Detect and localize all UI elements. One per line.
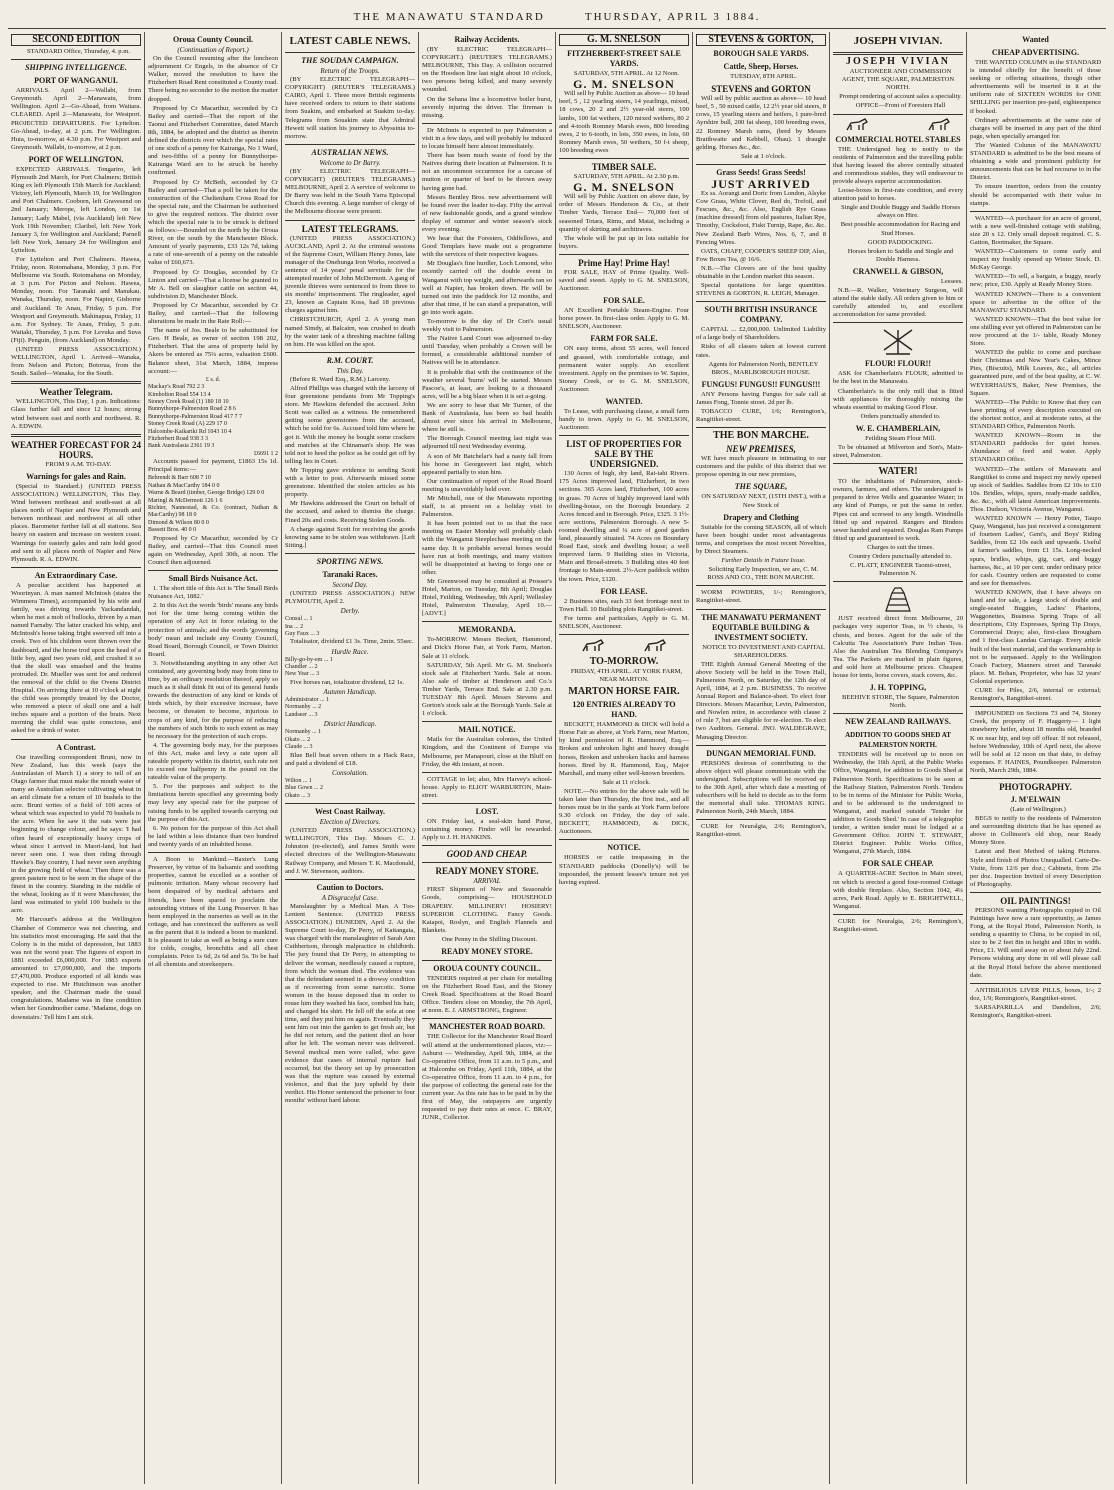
- subheading: Welcome to Dr Barry.: [319, 158, 381, 167]
- table-row: Wilton ... 1: [285, 777, 312, 784]
- text: JUST received direct from Melbourne, 20 packages very superior Teas, in ½ chests, ¼ chests, and boxes. Agent for the sale of the Calcutta Tea Association's Pure Indian Teas. Also the Australian Tea Blending Company's Tea. The Packets are marked in plain figures, and sold here at Melbourne prices. Cheapest house for tents, horse covers, stack covers, &c.: [833, 615, 963, 679]
- masthead: [8, 6, 1106, 29]
- text: AUCTIONEER AND COMMISSION AGENT, THE SQUARE, PALMERSTON NORTH.: [841, 68, 955, 92]
- text: Manslaughter by a Medical Man. A Too-Lenient Sentence. (UNITED PRESS ASSOCIATION.) DUNEDIN, April 2. At the Supreme Court to-day, Dr Perry, of Kaitangata, was charged with the manslaughter of Sarah Ann Cuthbertson, through malpractice in childbirth. The jury found that Dr Perry, in attempting to deliver the woman, needlessly caused a rupture, from which the woman died. The evidence was that the defendant seemed in a drowsy condition as if recovering from some narcotic. Some women in the house deposed that in order to rouse him they washed his face, combed his hair, and changed his shirt. He fell off the sofa at one time, and they put him on again. Eventually they sent him out into the garden to get fresh air, but he did not return, and the patient died an hour after he left. The woman never was delivered. Several medical men were called, who gave evidence that cases of internal rupture had occurred, but the theory set up by prosecution was that the rupture was caused by external violence, and that the jury upheld by their verdict. His Honor sentenced the prisoner to four months' without hard labour.: [285, 902, 415, 1105]
- heading: MANCHESTER ROAD BOARD.: [429, 1022, 545, 1032]
- heading: GOOD AND CHEAP.: [446, 849, 528, 860]
- heading: An Extraordinary Case.: [34, 570, 118, 580]
- heading: JUST ARRIVED: [711, 176, 811, 191]
- text: Messrs Bentley Bros. new advertisement will be found over the leader to-day. Fifty the arrival of new fashionable goods, and a grand window display of summer and winter season's stock every evening.: [422, 193, 552, 233]
- text: C. PLATT, ENGINEER Taonui-street, Palmerston N.: [849, 562, 952, 578]
- text: WANTED KNOWN, that I have always on hand and for sale, a large stock of double and single-seated Buggies, Ladies' Phaetons, Waggonettes, Business Spring Traps of all descriptions, City Expresses, Spring Tip Drays, Commercial Drays; also, first-class Brougham and 1 first-class Landau Carriage. Every article built of the best material, and the workmanship is not to be surpassed. Apply to the Wellington Coach Factory, Manners street and Taranaki place. M. Bohan, Proprietor, who has 32 years' Colonial experience.: [970, 588, 1101, 685]
- text: CAPITAL ... £2,000,000. Unlimited Liability of a large body of Shareholders.: [696, 326, 826, 342]
- masthead-date: THURSDAY, APRIL 3 1884.: [584, 11, 761, 23]
- table-row: Normanby ... 1: [285, 729, 322, 736]
- text: Will sell by public auction as above— 10 head beef, 5 , 50 mixed cattle, 12 2½ year old steers, 8 cows, 15 yearling steers and heifers, 1 pure-bred Ayrshire bull, 200 fat sheep, 100 breeding ewes, 22 Romney Marsh rams, (bred by Messrs Braithwaite and Kebbell, Ohau). 1 draught gelding. Horses &c., &c.: [696, 95, 826, 151]
- text: The name of Jos. Beale to be substituted for Geo. H Beale, as owner of section 198 202, Fitzherbert. That the area of property held by Akers be entered as 75¼ acres, valuation £600. Balance sheet, 31st March, 1884, impress account:—: [148, 327, 278, 375]
- column-7: [830, 32, 967, 1484]
- text: 2. In this Act the words 'birds' means any birds not for the time being coming within the operation of any Act in force relating to the protection of animals; and the words 'governing body' mean and include any County Council, Road Board, Borough Council, or Town District Board.: [148, 602, 278, 658]
- table-row: Maringl & McDermott 126 1 6: [148, 497, 223, 504]
- heading: J. M'ELWAIN: [1010, 794, 1061, 804]
- text: OATS, CHAFF, COOPER'S SHEEP DIP, Also, Fow Boxes Tea, @ 16/6.: [696, 247, 826, 263]
- text: Will sell by Public Auction as above— 10 head beef, 5 , 12 yearling steers, 14 yearlings, mixed, 18 cows, 20 2 and 2½ year-old steers, 100 lambs, 100 fat wethers, 120 mixed wethers, 80 2 and 4-tooth Romney Marsh ewes, 800 breeding ewes, 2 to 6-tooth, in lots, 350 ewes, in lots, 60 Romney Marsh ewes, 50 wethers, 50 f-t sheep, 100 breeding ewes: [559, 90, 689, 154]
- text: For terms and particulars, Apply to G. M. SNELSON, Auctioneer.: [559, 614, 689, 630]
- text: Orders punctually attended to.: [860, 412, 941, 420]
- heading: READY MONEY STORE.: [435, 866, 539, 877]
- subheading: A Disgraceful Case.: [321, 893, 379, 902]
- heading: PORT OF WANGANUI.: [34, 76, 118, 86]
- heading: WANTED.: [605, 397, 643, 406]
- heading: SPORTING NEWS.: [316, 556, 384, 566]
- text: PERSONS desirous of contributing to the above object will please communicate with the undersigned. Subscriptions will be received up to the 30th April, after which date a meeting of subscribers will be held to decide as to the form the memorial shall take. THOMAS KING. Palmerston North, 24th March, 1884.: [696, 759, 826, 816]
- heading: MARTON HORSE FAIR.: [568, 686, 680, 698]
- text: CURE for Neuralgia, 2/6; Remington's, Rangitikei-street.: [696, 823, 826, 839]
- table-row: Blue Gown ... 2: [285, 785, 323, 792]
- text: (Special to Standard.) (UNITED PRESS ASSOCIATION.) WELLINGTON, This Day. Wind between northeast and south-east at all places north of Napier and New Plymouth and between northeast and northwest at all other places. Barometer further fall at all stations. Sea heavy on eastern and increase on western coast. Warnings for easterly gales and rain hold good and sent to all places north of Napier and New Plymouth. R. A. EDWIN.: [11, 482, 141, 563]
- text: NOTE.—No entries for the above sale will be taken later than Thursday, the first inst., and all horses must be in the yards at York Farm before 9.30 o'clock on Friday, the day of sale. BECKETT, HAMMOND, & DICK, Auctioneers.: [559, 787, 689, 836]
- heading: W. E. CHAMBERLAIN,: [855, 423, 941, 433]
- horse-icon: [843, 118, 953, 132]
- heading: Small Birds Nuisance Act.: [168, 574, 258, 584]
- text: COTTAGE to let; also, Mrs Harvey's school-house. Apply to ELIOT WARBURTON, Main-street.: [422, 775, 552, 799]
- text: THE Undersigned beg to notify to the residents of Palmerston and the travelling public that having leased the above centrally situated and commodious stables, they will endeavour to provide always superior accommodation.: [833, 145, 963, 185]
- table-row: Nathan & MacCarthy 184 0 0: [148, 482, 220, 489]
- section-title: G. M. SNELSON: [559, 34, 689, 46]
- text: IMPOUNDED on Sections 73 and 74, Stoney Creek, the property of F. Haggerty— 1 light strawberry heifer, about 18 months old, branded K on near hip, and top off offear. If not released, before Wednesday, 10th of April next, the above will be sold at 12 noon on that date, to defray expenses. F. HAINES, Poundkeeper. Palmerston North, March 29th, 1884.: [970, 710, 1101, 774]
- text: To-morrow is the day of Dr Cori's usual weekly visit to Palmerston.: [422, 318, 552, 334]
- text: SATURDAY, 5th April. Mr G. M. Snelson's stock sale at Fitzherbert Yards. Sale at noon. Also sale of timber at Henderson and Co.'s Timber Yards, Terrace End. Sale at 2.30 p.m. TUESDAY 8th April. Messrs Stevens and Gorton's stock sale at the Borough Yards. Sale at 1 o'clock.: [422, 661, 552, 718]
- column-1: [8, 32, 145, 1484]
- text: ASK for Chamberlain's FLOUR, admitted to be the best in the Manawatu.: [833, 370, 963, 386]
- heading: CHEAP ADVERTISING.: [991, 48, 1080, 57]
- auctioneer-name: STEVENS and GORTON: [711, 84, 811, 95]
- text: Mr Greenwood may be consulted at Prosser's Hotel, Marton, on Tuesday, 8th April; Douglas Hotel, Feilding, Wednesday, 9th April; Wellesley Hotel, Palmerston Thursday, April 10.—[ADVT.]: [422, 577, 552, 618]
- column-3: [282, 32, 419, 1484]
- heading: PHOTOGRAPHY.: [999, 781, 1072, 792]
- table-row: Richter, Nannestad, & Co. (contract, Nathan & MacCarthy) 98 18 0: [148, 505, 278, 519]
- column-6: [693, 32, 830, 1484]
- text: NOTICE TO INVESTMENT AND CAPITAL SHAREHOLDERS.: [702, 643, 825, 659]
- section-title: JOSEPH VIVIAN.: [853, 35, 943, 47]
- heading: J. H. TOPPING,: [869, 683, 927, 693]
- text: Special quotations for large quantities. STEVENS & GORTON, R. LEIGH, Manager.: [696, 282, 826, 298]
- table-row: Landseer ... 3: [285, 711, 318, 718]
- text: Our travelling correspondent Bruni, now in New Zealand, has this week (says the Australasian of March 1) a story to tell of an Otago farmer that must make the mouth water of many an Australian selector cultivating wheat in an arid climate for a return of 10 bushels to the acre. Bruni writes of a field of 100 acres of wheat which was expected to yield 70 bushels to the acre. When he saw it the oats were just beginning to change colour, and he says: 'I had often heard of exceptionally heavy crops of wheat since I arrived in Maori-land, but had never seen one. I was then riding through Hawke's Bay country, I had never seen anything in the growing field of wheat.' Then there was a green pasture next to be seen in the shape of the finest in the country. Standing in the middle of the wheat, looking as if it were Manchester, the land was estimated to yield 100 bushels to the acre.: [11, 753, 141, 915]
- text: We hear that the Foresters, Oddfellows, and Good Templars have made out a programme with the services of their respective leagues.: [422, 235, 552, 259]
- text: WE have much pleasure in intimating to our customers and the public of this district that we propose opening in our new premises,: [696, 455, 826, 479]
- text: ANY Persons having Fungus for sale call at James Fong, Tonnie street. 2d per lb.: [696, 390, 826, 406]
- text: A son of Mr Batchelar's had a nasty fall from his horse in Georgesvert last night, which appeared partially to stun him.: [422, 452, 552, 476]
- text: For Lyttelton and Port Chalmers. Hawea, Friday, noon. Rotomahana, Monday, 3 p.m. For Melbourne via South. Rotomahana on Monday, at 3 p.m. For Picton and Nelson. Hawea, Monday, noon. For Taranaki and Manukau. Wanaka, Thursday, noon. For Napier, Gisborne and Auckland. Te Anau, Friday, 5 p.m. For Westport and Greymouth. Mahinapua, Friday, 11 a.m. For Sydney. Te Anau, Friday, 5 p.m. Waitaki, Thursday, 5 p.m. For Levuka and Suva (Fiji). Penguin, (from Auckland) on Monday.: [11, 255, 141, 344]
- text: (Before R. Ward Esq., R.M.) Larceny.: [290, 375, 391, 383]
- text: (UNITED PRESS ASSOCIATION.) WELLINGTON, April 1. Arrived—Wanaka, from Nelson and Picton; Botorua, from the South. Sailed—Wanaka, for the South.: [11, 346, 141, 378]
- text: CHRISTCHURCH, April 2. A young man named Simdy, at Balcairn, was crushed to death by the water tank of a threshing machine falling on him. He was killed on the spot.: [285, 316, 415, 348]
- text: WANTED KNOWN—There is a convenient space to advertise in the office of the MANAWATU STANDARD.: [970, 290, 1101, 314]
- text: WANTED KNOWN—That the best value for one shilling ever yet offered in Palmerston can be now procured at the 1/- table, Ready Money Store.: [970, 315, 1101, 348]
- heading: Prime Hay! Prime Hay!: [578, 257, 670, 268]
- text: There has been much waste of food by the Natives during their location at Palmerston. It is not an uncommon occurrence for a carcase of mutton or quarter of beef to be thrown away having gone bad.: [422, 152, 552, 192]
- column-5: [556, 32, 693, 1484]
- heading: FLOUR! FLOUR!!: [865, 359, 931, 369]
- section-title: STEVENS & GORTON,: [696, 34, 826, 46]
- text: Mr Topping gave evidence to sending Scott with a letter to post. Afterwards missed some greenstone. Identified the stolen articles as his property.: [285, 466, 415, 499]
- heading: AUSTRALIAN NEWS.: [311, 147, 389, 157]
- text: (UNITED PRESS ASSOCIATION.) AUCKLAND, April 2. At the criminal sessions of the Supreme Court, William Henry Jones, late manager of the Onehunga Iron Works, received a sentence of 14 years' penal servitude for the attempted murder of John McDermott. A gang of juvenile thieves were sentenced to from three to six months' imprisonment. The ringleader, aged 23, known as Captain Koss, had 18 previous charges against him.: [285, 234, 415, 315]
- subheading: This Day.: [336, 366, 364, 375]
- text: Accounts passed for payment, £1863 15s 1d. Principal items:—: [148, 458, 278, 474]
- text: (BY ELECTRIC TELEGRAPH—COPYRIGHT) (REUTER'S TELEGRAMS.) CAIRO, April 1. Three more British regiments have received orders to return to their stations from Suakim, and embarked at Suakim to-day. Telegrams from Souakim state that Admiral Hewett will station his journey to Abyssinia to-morrow.: [285, 76, 415, 140]
- text: A QUARTER-ACRE Section in Main street, on which is erected a good four-roomed Cottage with double fireplace. Also, Section 1042, 4¼ acres, Park Road. Apply to E. BRIGHTWELL, Wanganui.: [833, 870, 963, 910]
- heading: West Coast Railway.: [315, 807, 385, 817]
- heading: THE SOUDAN CAMPAIGN.: [301, 56, 399, 65]
- table-row: Bank Australasia 2361 19 3: [148, 443, 215, 450]
- text: Horses broken to Saddle and Single and Double Harness.: [847, 247, 954, 263]
- subheading: (Continuation of Report.): [177, 46, 249, 54]
- heading: ADDITION TO GOODS SHED AT PALMERSTON NORTH.: [845, 731, 951, 750]
- text: On the Council resuming after the luncheon adjournment Cr Engels, in the absence of Cr Walker, moved the resolution to have the Fitzherbert Road Rent constituted a County road. There being no seconder to the motion the matter dropped.: [148, 55, 279, 103]
- section-title: LATEST CABLE NEWS.: [289, 35, 411, 47]
- text: Mails for the Australian colonies, the United Kingdom, and the Continent of Europe via Melbourne, per Manapouri, close at the Bluff on Friday, the 4th instant, at noon.: [422, 736, 552, 768]
- text: 6. No poison for the purpose of this Act shall be laid within a less distance than two hundred and twenty yards of an inhabited house.: [148, 824, 278, 848]
- heading: FOR SALE CHEAP.: [862, 859, 934, 869]
- table-row: Billy-go-by-em ... 1: [285, 656, 333, 663]
- text: 2 Business sites, each 33 feet frontage next to Town Hall. 10 Building plots Rangitikei-street.: [559, 597, 689, 613]
- text: Further Details in Future Issue.: [721, 557, 806, 565]
- text: The Wanted Column of the MANAWATU STANDARD is admitted to be the best means of obtaining a wide and prominent publicity for announcements that can be had recourse to in the District.: [970, 141, 1101, 182]
- text: (Late of Wellington.): [1010, 805, 1066, 813]
- table-row: Halcombe-Kaikariki Rd 1043 10 4: [148, 428, 232, 435]
- heading: FITZHERBERT-STREET SALE YARDS.: [567, 49, 681, 69]
- heading: TIMBER SALE.: [591, 162, 657, 173]
- text: Chamberlain's is the only mill that is fitted with appliances for thoroughly mixing the wheats essential to making Good Flour.: [833, 387, 963, 411]
- text: Proposed by Cr Macarthur, seconded by Cr Bailey, and carried—That the following alterations be made in the Rate Roll:—: [148, 301, 278, 326]
- text: HORSES or cattle trespassing in the STANDARD paddocks (Donelly's) will be impounded, the present lessee's tenure not yet having expired.: [559, 854, 689, 886]
- subheading: Return of the Troops.: [320, 67, 380, 75]
- table-header: £ s. d.: [205, 376, 221, 383]
- text: WANTED KNOWN—Room in the STANDARD paddocks for quiet horses. Abundance of feed and water. Apply STANDARD Office.: [970, 432, 1101, 464]
- heading: SOUTH BRITISH INSURANCE COMPANY.: [704, 305, 818, 325]
- heading: NOTICE.: [607, 843, 641, 853]
- text: TO the inhabitants of Palmerston, stock-owners, farmers, and others. The undersigned is prepared to drive Wells and guarantee Water; in any kind of Pumps, or put the same in order. Pipes cut and screwed to any length. Windmills fitted up and repaired. Rangers and Binders sewer handed and repaired. Douglas Ram Pumps fitted up and guaranteed to work.: [833, 478, 963, 542]
- text: WANTED—The Public to Know that they can have printing of every description executed on the shortest notice, and at moderate rates, at the STANDARD Office, Palmerston North.: [970, 398, 1101, 431]
- column-4: [419, 32, 556, 1484]
- text: Mr Harcourt's address at the Wellington Chamber of Commerce was not cheering, and his statistics most encouraging. He said that the Colony is in the midst of depression, but 1883 was not the worst year. The figures of export in 1881 exceeded £6,000,000. For 1883 exports amounted to £7,090,000, and the imports £7,470,000. Produce exported of all kinds was expected to rise. Mr Hutchinson was another speaker, and the Chairman made the usual congratulations. Madame was in fine condition when her Grandmother came. 'Madame, dogs on downstairs.' Tell him I am sick.: [11, 916, 141, 1021]
- text: ON SATURDAY NEXT, (15TH INST.), with a New Stock of: [701, 493, 826, 509]
- heading: DUNGAN MEMORIAL FUND.: [706, 748, 816, 758]
- subheading: Derby.: [340, 607, 360, 616]
- text: WANTED—The settlers of Manawatu and Rangitikei to come and inspect my newly opened up stock of Saddles. Saddles from £2 10s to £10 10s. Bridles, whips, spurs, ready-made saddles, &c. &c., with all latest American improvements. Thos. Dudson, Victoria Avenue, Wanganui.: [970, 465, 1101, 513]
- text: FIRST Shipment of New and Seasonable Goods, comprising— HOUSEHOLD DRAPERY. MILLINERY! HOSIERY! SUPERIOR CLOTHING. Fancy Goods. Kaiapoi, Roslyn, and English Flannels and Blankets.: [422, 886, 552, 934]
- text: A peculiar accident has happened at Woorinyan. A man named McIntosh (states the Wimmera Times), accompanied by his wife and family, was driving towards Yackandandah, when he met a mob of bullocks, driven by a man named Farnaby. The latter cracked his whip, and McIntosh's horse taking fright swerved off into a creek. Two of his children were thrown over the dashboard, and the horse trod upon the head of a little boy, aged two years old, and crushed it so that the skull was smashed and the brains protruded. Dr. Mueller was sent for and ordered the removal of the child to the Ovens District Hospital. On arriving there at 10 o'clock at night the child was promptly treated by the Doctor, who removed a piece of skull one and a half inches square and a portion of the brain. Next morning the child was quite conscious, and asked for a drink of water.: [11, 581, 141, 735]
- text: We are sorry to hear that Mr Turner, of the Bank of Australasia, has been so bad health almost ever since his arrival in Melbourne, where he still is.: [422, 401, 552, 434]
- table-row: Mackay's Road 792 2 3: [148, 384, 205, 391]
- text: WANTED the public to come and purchase their Christmas and New Year's Cakes, Mince Pies, (Biscuits), Milk Loaves, &c., all articles guaranteed pure, and of the best quality, at C. W. WEYERHAUS'S, Baker, New Premises, the Square.: [970, 349, 1101, 397]
- subheading: ARRIVAL: [473, 877, 501, 886]
- text: WANTED—To sell, a bargain, a buggy, nearly new; price, £30. Apply at Ready Money Store.: [970, 273, 1101, 289]
- text: Ordinary advertisements at the same rate of charges will be inserted in any part of the third page, when specially arranged for.: [970, 116, 1101, 140]
- text: A Boon to Mankind.—Baxter's Lung Preserver, by virtue of its balsamic and soothing properties, cannot be excelled as a soother of pulmonic irritation. Many whose recovery had been despaired of by medical advisers and friends, have been spared to proclaim the astounding virtues of the Lung Preserver. It has been employed in the nurseries as well as in the cottage, and has convinced the sufferers as well as the parent that it is indeed a boon to mankind. It is pleasant to take as well as being a sure cure for colds, coughs, bronchitis and all chest complaints. Price 1s 6d, 2s 6d and 5s. To be had of all chemists and storekeepers.: [148, 856, 278, 969]
- text: (BY ELECTRIC TELEGRAPH—COPYRIGHT) (REUTER'S TELEGRAMS.) MELBOURNE, April 2. A service of welcome to Dr Barry was held in the South Yarra Episcopal Church this evening. A large number of clergy of the Melbourne diocese were present.: [285, 167, 415, 216]
- text: It is probable that with the continuance of the weather several 'burns' will be started. Messrs Pascoe's, at least, are looking to a thousand acres, will be a big blaze when it is set a-going.: [422, 368, 552, 400]
- text: 4. The governing body may, for the purposes of this Act, make and levy a rate upon all rateable property within its district, such rate not to exceed one halfpenny in the pound on the rateable value of the property.: [148, 741, 278, 782]
- heading: READY MONEY STORE.: [441, 947, 533, 956]
- text: It has been pointed out to us that the race meeting on Easter Monday will probably clash with the Wanganui Steeplechase meeting on the same day. It is probable several horses would have run at both meetings, and many visitors will be disappointed at having to forgo one or other.: [422, 520, 552, 576]
- text: 5. For the purposes and subject to the limitations herein specified any governing body may levy any special rate for the purpose of raising funds to be applied towards carrying out the purpose of this Act.: [148, 783, 278, 823]
- subheading: District Handicap.: [323, 720, 377, 729]
- heading: Caution to Doctors.: [316, 882, 384, 892]
- heading: FOR LEASE.: [600, 586, 648, 596]
- heading: FUNGUS! FUNGUS!! FUNGUS!!!: [701, 379, 821, 389]
- text: STANDARD Office, Thursday, 4. p.m.: [26, 48, 130, 56]
- text: 3. Notwithstanding anything in any other Act contained, any governing body may from time to time, by an ordinary resolution thereof, apply so much as it shall think fit out of its general funds towards the destruction of any kind or kinds of birds which, by their excessive increase, have become, or threaten to become, injurious to crops of any kind, for the purpose of reducing the numbers of such birds to such extent as may be necessary for the protection of such crops.: [148, 659, 278, 740]
- heading: LATEST TELEGRAMS.: [301, 223, 399, 234]
- heading: Railway Accidents.: [454, 35, 520, 44]
- heading: Warnings for gales and Rain.: [26, 471, 126, 481]
- text: BECKETT, HAMMOND & DICK will hold a Horse Fair as above, at York Farm, near Marton, by kind permission of R. Hammond, Esq.— Broken and unbroken light and heavy draught horses, Broken and unbroken hacks and harness horses. Bred by R. Hammond, Esq., Major Marshall, and many other well-known breeders.: [559, 721, 689, 777]
- text: Risks of all classes taken at lowest current rates.: [696, 343, 826, 359]
- text: THE Eighth Annual General Meeting of the above Society will be held in the Town Hall, Palmerston North, on Saturday, the 12th day of April, 1884, at 2 p.m. BUSINESS. To receive Annual Report and Balance-sheet. To elect four Directors. Messrs Macarthur, Levin, Palmerston, and Nowlen retire, in accordance with clause 2 of rule 7, but are eligible for re-election. To elect two Auditors. General. JNO. WALDEGRAVE, Managing Director.: [696, 660, 826, 741]
- auctioneer-name: G. M. SNELSON: [573, 180, 675, 195]
- heading: Grass Seeds! Grass Seeds!: [716, 167, 806, 177]
- text: SARSAPARILLA and Dandelion, 2/6; Remington's, Rangitikei-street.: [970, 1003, 1101, 1020]
- text: FRIDAY, 4TH APRIL. AT YORK FARM, NEAR MARTON.: [570, 667, 683, 684]
- beehive-icon: [878, 585, 918, 613]
- text: CURE for Piles, 2/6, internal or external; Remington's, Rangitikei-street.: [970, 687, 1101, 703]
- heading: Drapery and Clothing: [723, 512, 799, 522]
- heading: MAIL NOTICE.: [458, 725, 516, 735]
- horse-icon: [579, 638, 669, 654]
- text: WORM POWDERS, 1/-; Remington's, Rangitikei-street.: [696, 589, 826, 605]
- text: SATURDAY, 5TH APRIL. At 2.30 p.m.: [573, 173, 680, 181]
- text: TENDERS required at per chain for metalling on the Fitzherbert Road East, and the Stoney Creek Road. Specifications at the Road Board Office. Tenders close on Monday, the 7th April, at noon. E. J. ARMSTRONG, Engineer.: [422, 975, 552, 1015]
- text: CURE for Neuralgia, 2/6; Remington's, Rangitikei-street.: [833, 917, 963, 934]
- heading: THE SQUARE,: [734, 482, 788, 492]
- text: N.B.—The Clovers are of the best quality obtainable in the London market this season.: [696, 264, 826, 280]
- table-row: Guy Faux ... 3: [285, 631, 320, 638]
- text: (BY ELECTRIC TELEGRAPH—COPYRIGHT.) (REUTER'S TELEGRAMS.) MELBOURNE, This Day. A collision occurred on the Hoodson line last night about 10 o'clock, two persons being killed, and many severely wounded.: [422, 46, 552, 94]
- section-title: SECOND EDITION: [11, 34, 141, 46]
- text: FOR SALE, HAY of Prime Quality. Well-saved and sweet. Apply to G. M. SNELSON, Auctioneer.: [559, 268, 689, 293]
- heading: COMMERCIAL HOTEL STABLES: [835, 134, 961, 144]
- text: Sale at 11 o'clock.: [602, 778, 651, 786]
- heading: SHIPPING INTELLIGENCE.: [25, 63, 127, 73]
- text: (UNITED PRESS ASSOCIATION.) NEW PLYMOUTH, April 2.: [285, 589, 415, 606]
- heading: R.M. COURT.: [326, 355, 374, 365]
- text: The whole will be put up in lots suitable for buyers.: [559, 234, 689, 250]
- text: TENDERS will be received up to noon on Wednesday, the 16th April, at the Public Works Office, Wanganui, for addition to Goods Shed at Palmerston North. Specifications to be seen at the Railway Station, Palmerston North. Tenders to be in terms of the Minister for Public Works, and to be addressed to the undersigned to Wanganui, and marked outside 'Tender for addition to Goods Shed.' In case of a telegraphic tender, a written tender must be lodged at a Government Office. JOHN T. STEWART, District Engineer. Public Works Office, Wanganui, 27th March, 1884.: [833, 751, 963, 856]
- heading: THE MANAWATU PERMANENT EQUITABLE BUILDING & INVESTMENT SOCIETY.: [701, 612, 821, 642]
- text: A charge against Scott for receiving the goods knowing same to be stolen was withdrawn. [Left Sitting.]: [285, 525, 415, 549]
- text: 1. The short title of this Act is 'The Small Birds Nuisance Act, 1882.': [148, 585, 278, 601]
- heading: Oroua County Council.: [172, 35, 254, 44]
- text: WANTED—A purchaser for an acre of ground, with a new well-finished cottage with stabling, size 20 x 12. Only small deposit required. C. S. Gatton, Bootmaker, the Square.: [970, 214, 1101, 246]
- table-row: Stoney Creek Road (A) 229 17 0: [148, 421, 227, 428]
- text: ON Friday last, a seal-skin hand Purse, containing money. Finder will be rewarded. Apply to J. H. HANKINS.: [422, 817, 552, 842]
- text: WANTED KNOWN — Henry Potter, Taupo Quay, Wanganui, has just received a consignment of fourteen Ladies', Gent's, and Boys' Riding Saddles, from £2 10s each and upwards. Useful at farmer's saddles, from £1 15s. Long-necked spurs, bridles, whips, gig, cart, and buggy harness, &c., at 10 per cent. under ordinary price for cash. Country orders are requested to come and see for themselves.: [970, 515, 1101, 587]
- text: Dr McInnis is expected to pay Palmerston a visit in a few days, and will probably be induced to locate himself here almost immediately.: [422, 126, 552, 151]
- text: Ex ss. Aorangi and Doric from London, Alsyke Cow Grass, White Clover, Red do, Trefoil, and Fescues, &c., &c. Also, English Rye Grass (machine dressed) from old pastures, Italian Rye, Timothy, Cocksfoot, Fiskt Turnip, Rape, &c. &c. New Zealand Barb Wires, Nos. 6, 7, and 8 Fencing Wires.: [696, 190, 826, 246]
- text: 130 Acres of high, dry land, Rai-tahi Rivers. 175 Acres improved land, Fitzherbert, in two sections. 365 Acres land, Fitzherbert, 100 acres in grass. 70 Acres of highly improved land with dwelling-house, on the Borough boundary. 2 Acres fenced and in Borough. Price, £325. 3 1½-acre sections, Palmerston Borough. A new 5-roomed dwelling and ¼ acre of good garden land, pleasantly situated. 74 Acres on Boundary Road East, stock and dwelling house; a well improved farm. 9 Building sites in Victoria, Main and Broad-streets. 3 Building sites 40 feet frontage to Main-street. 2½-Acre paddock within the town. Price, £120.: [559, 470, 689, 583]
- heading: LIST OF PROPERTIES FOR SALE BY THE UNDERSIGNED.: [566, 439, 682, 470]
- table-row: Consul ... 1: [285, 616, 313, 623]
- auctioneer-name: JOSEPH VIVIAN: [846, 56, 950, 67]
- heading: THE BON MARCHE.: [713, 430, 809, 442]
- text: Latest and Best Method of taking Pictures. Style and finish of Photos Unequalled. Carte-De-Visite, from 12/6 per doz.; Cabinets, from 25s per doz. Inspection Invited of every Description of Photography.: [970, 848, 1101, 888]
- text: To be obtained at Milverton and Son's, Main-street, Palmerston.: [833, 444, 963, 460]
- table-row: Bassett Bros. 40 0 0: [148, 527, 197, 534]
- text: The Native Land Court was adjourned to-day until Tuesday, when probably a Crown will be formed, a considerable additional number of Natives will be in attendance.: [422, 335, 552, 367]
- subheading: Election of Directors.: [319, 818, 381, 827]
- text: Country Orders punctually attended to.: [848, 553, 953, 561]
- table-row: Bunnythorpe-Palmerston Road 417 7 7: [148, 413, 242, 420]
- text: To Lease, with purchasing clause, a small farm handy to town. Apply to G. M. SNELSON, Auctioneer.: [559, 408, 689, 432]
- heading: MEMORANDA.: [458, 625, 516, 635]
- text: To ensure insertion, orders from the country should be accompanied with their value in stamps.: [970, 183, 1101, 207]
- table-row: Behrendt & Barr 608 7 10: [148, 475, 211, 482]
- heading: NEW PREMISES,: [726, 444, 796, 455]
- heading: Weather Telegram.: [39, 387, 113, 398]
- heading: CRANWELL & GIBSON,: [852, 266, 944, 276]
- heading: Cattle, Sheep, Horses.: [723, 62, 799, 72]
- text: FROM 9 A.M. TO-DAY.: [45, 460, 112, 468]
- table-row: Okato ... 2: [285, 736, 311, 743]
- text: Five horses ran, totalizator dividend, £2 1s.: [290, 678, 405, 686]
- heading: TO-MORROW.: [589, 655, 659, 667]
- table-row: Bunnythorpe-Palmerston Road 2 8 6: [148, 406, 236, 413]
- subheading: Autumn Handicap.: [323, 687, 377, 696]
- text: Will sell by Public Auction on above date, by order of Messrs Henderson & Co., at their Timber Yards, Terrace End— 70,000 feet of seasoned Totara, Rimu, and Matai, including a quantity of skirting and architraves.: [559, 193, 689, 233]
- columns: [8, 32, 1106, 1484]
- text: ANTIBILIOUS LIVER PILLS, boxes, 1/-; 2 doz, 1/9; Remington's, Rangitikei-street.: [970, 986, 1101, 1002]
- text: AN Excellent Portable Steam-Engine. Four horse power. In first-class order. Apply to G. M. SNELSON, Auctioneer.: [559, 307, 689, 331]
- text: Mr Hawkins addressed the Court on behalf of the accused, and asked to dismiss the charge. Fined 20s and costs. Receiving Stolen Goods.: [285, 500, 415, 524]
- text: TUESDAY, 8TH APRIL.: [730, 73, 797, 81]
- subheading: Hurdle Race.: [331, 647, 369, 656]
- text: Loose-boxes in first-rate condition, and every attention paid to horses.: [833, 187, 963, 203]
- table-row: Ina ... 2: [285, 623, 304, 630]
- text: Lessees.: [940, 277, 963, 285]
- table-row: Claude ... 3: [285, 744, 313, 751]
- text: BEEHIVE STORE, The Square, Palmerston North.: [842, 694, 959, 710]
- text: Soliciting Early Inspection, we are, C. M. ROSS AND CO., THE BON MARCHE.: [707, 566, 819, 582]
- table-row: Normanby ... 2: [285, 704, 322, 711]
- text: Our continuation of report of the Road Board meeting is unavoidably held over.: [422, 477, 552, 493]
- text: On the Sebana line a locomotive boiler burst, severely injuring the driver. The fireman is missing.: [422, 95, 552, 119]
- text: Proposed by Cr McBeth, seconded by Cr Bailey and carried—That a poll be taken for the construction of the Cheltenham Cross Road for the special rate, and the Chairman be authorised to give the required notices. The district over which the special rate is to be struck is defined as follows:—Bounded on the north by the Oroua River, on the south by the Manchester Block. Amount of yearly payments, £33 12s 7d, taking a rate of one-seventh of a penny on the rateable value of £60,673.: [148, 178, 278, 267]
- heading: Taranaki Races.: [322, 569, 378, 579]
- heading: LOST.: [475, 806, 499, 816]
- text: THE WANTED COLUMN in the STANDARD is intended chiefly for the benefit of those seeking or offering situations, though other advertisements will be inserted in it at the uniform rate of SIXTEEN WORDS for ONE SHILLING per insertion pre-paid, eighteenpence if booked.: [970, 59, 1101, 115]
- text: Proposed by Cr Macarthur, seconded by Cr Bailey, and carried—That this Council meet again on Wednesday, April 30th, at noon. The Council then adjourned.: [148, 534, 278, 566]
- text: (UNITED PRESS ASSOCIATION.) WELLINGTON, This Day. Messrs C. J. Johnston (re-elected), and James Smith were elected directors of the Wellington-Manawatu Railway Company, and Messrs T. K. Macdonald, and J. W. Stevenson, auditors.: [285, 827, 415, 875]
- subheading: Consolation.: [332, 768, 368, 777]
- heading: OROUA COUNTY COUNCIL.: [433, 964, 541, 973]
- heading: FARM FOR SALE.: [590, 334, 658, 344]
- text: Proposed by Cr Macarthur, seconded by Cr Bailey and carried—That the report of the Taonui and Fitzherbert Committee, dated March 8th, 1884, be adopted and the district as therein defined the districts over which the special rates of one sixth of a penny for Kairanga, No 1 Ward, and two-fifths of a penny for Bunnythorpe-Kairanga Ward are to be struck be hereby confirmed.: [148, 104, 278, 177]
- text: OFFICE—Front of Foresters Hall: [855, 102, 946, 110]
- heading: FOR SALE.: [603, 296, 645, 306]
- text: The Borough Council meeting last night was adjourned till next Wednesday evening.: [422, 435, 552, 451]
- text: SATURDAY, 5TH APRIL. At 12 Noon.: [573, 70, 680, 78]
- heading: WEATHER FORECAST FOR 24 HOURS.: [11, 439, 141, 460]
- text: Sale at 1 o'clock.: [741, 152, 786, 160]
- text: Feilding Steam Flour Mill.: [865, 434, 936, 442]
- text: Mr Douglas's fine hurdler, Loch Lomond, who recently carried off the double event in Wanganui with top weight, and afterwards ran so well at Napier, has broken down. He will be turned out into the paddock for 12 months, and after that time, if he can stand a preparation, will go into work again.: [422, 260, 552, 316]
- text: Mr Mitchell, one of the Manawatu reporting staff, is at present on a holiday visit to Palmerston.: [422, 494, 552, 519]
- heading: 120 ENTRIES ALREADY TO HAND.: [572, 700, 676, 720]
- text: Agents for Palmerston North, BENTLEY BROS., MARLBOROUGH HOUSE.: [708, 360, 819, 376]
- text: ARRIVALS. April 2—Wallabi, from Greymouth. April 2—Manawatu, from Wellington. April 2—Go-Ahead, from Waitara. CLEARED. April 2—Manawatu, for Westport. PROJECTED DEPARTURES. For Lyttelton. Go-Ahead, to-day, at 2 p.m. For Wellington. Huia, to-morrow, at 4.30 p.m. For Westport and Greymouth. Wallabi, to-morrow, at 2 p.m.: [11, 87, 141, 151]
- heading: OIL PAINTINGS!: [1000, 895, 1071, 906]
- heading: Wanted: [1022, 35, 1049, 44]
- heading: WATER!: [878, 466, 918, 478]
- table-row: Chandler ... 2: [285, 664, 318, 671]
- column-2: [145, 32, 282, 1484]
- table-row: Okato ... 3: [285, 792, 311, 799]
- text: WELLINGTON, This Day, 1 p.m. Indications: Glass further fall and since 12 hours; strong wind between east and north and northwest. R. A. EDWIN.: [11, 398, 141, 430]
- table-row: New Year ... 3: [285, 671, 320, 678]
- text: GOOD PADDOCKING.: [867, 238, 934, 246]
- text: Blue Bell beat seven others in a Hack Race, and paid a dividend of £18.: [285, 751, 415, 767]
- text: BEGS to notify to the residents of Palmerston and surrounding districts that he has opened as above in Collinson's old shop, near Ready Money Store.: [970, 815, 1101, 847]
- table-total: £6691 1 2: [254, 450, 278, 457]
- table-row: Administrator ... 1: [285, 697, 330, 704]
- text: Alfred Phillips was charged with the larceny of four greenstone pendants from Mr Topping's store. Mr Hawkins defended the accused. John Scott was called as a witness. He remembered getting some greenstones from the accused, which he sold for 6s. Accused told him where he got it. With the money he bought some crackers and matches at the Chinaman's shop. He was told not to heed the police as he could get off by telling lies in Court.: [285, 385, 415, 465]
- column-8: [967, 32, 1104, 1484]
- text: EXPECTED ARRIVALS. Tongariro, left Plymouth 2nd March, for Port Chalmers; British King ex left Plymouth 15th March for Auckland; Victory, left Plymouth, March 19, for Wellington and Port Chalmers. Cooborn, left Gravesend on 2nd January; Merope, left London, on 1st January; Lady Mabel, (via Auckland) left New York 19th November; Claribel, left New York January 3, for Wellington and Auckland; Parnell left New York, January 24 for Wellington and Lyttelton.: [11, 165, 141, 254]
- table-row: Dimond & Wilson 80 0 0: [148, 519, 209, 526]
- subheading: Second Day.: [332, 580, 368, 589]
- text: One Penny in the Shilling Discount.: [441, 935, 538, 943]
- text: TOBACCO CURE, 1/6; Remington's, Rangitikei-street.: [696, 408, 826, 424]
- heading: BOROUGH SALE YARDS.: [713, 49, 809, 59]
- text: THE Collector for the Manchester Road Board will attend at the undermentioned places, viz:— Ashurst — Wednesday, April 9th, 1884, at the Co-operative Office, from 11 a.m. to 5 p.m., and at Halcombe on Friday, April 11th, 1884, at the Co-operative Office, from 11 a.m. to 4 p.m., for the purpose of collecting the general rate for the current year. As this rate has to be paid in by the first of May, the ratepayers are urgently requested to pay their rates at once. C. BRAY, JUNR., Collector.: [422, 1033, 552, 1122]
- heading: A Contrast.: [56, 742, 96, 752]
- masthead-title: THE MANAWATU STANDARD: [353, 11, 545, 23]
- text: To-MORROW. Messrs Beckett, Hammond, and Dick's Horse Fair, at York Farm, Marton. Sale at 11 o'clock.: [422, 636, 552, 660]
- text: PERSONS wanting Photographs copied to Oil Paintings have now a rare opportunity, as James Fong, at the Royal Hotel, Palmerston North, is sending a quantity to China, to be copied in oil, size to be 2 feet 8in in height and 18in in width. Price, £1. Will send away on or about July 22nd. Persons wishing any done in oil will please call at the Royal Hotel before the above mentioned date.: [970, 906, 1101, 979]
- text: N.B.—R. Walker, Veterinary Surgeon, will attend the stable daily. All orders given to him or carefully attended to, and excellent accommodation for same provided.: [833, 286, 963, 319]
- text: ON easy terms, about 55 acres, well fenced and grassed, with comfortable cottage, and permanent water supply. An excellent investment. Apply on the premises to W. Squire, Stoney Creek, or to G. M. SNELSON, Auctioneer.: [559, 345, 689, 393]
- mill-icon: [878, 326, 918, 356]
- table-row: Warne & Beard (timber, George Bridge) 129 0 0: [148, 490, 265, 497]
- text: Single and Double Buggy and Saddle Horses always on Hire.: [840, 204, 961, 220]
- heading: NEW ZEALAND RAILWAYS.: [845, 717, 951, 727]
- text: Best possible accommodation for Racing and Stud Horses.: [840, 221, 961, 237]
- text: Proposed by Cr Douglas, seconded by Cr Linton and carried—That a license be granted to Mr A. Bell on slaughter cattle on section 44, subdivision D, Manchester Block.: [148, 268, 278, 300]
- text: Suitable for the coming SEASON, all of which have been bought under most advantageous terms, and comprises the most recent Novelties, by Direct Steamers.: [696, 523, 826, 555]
- text: Totalisator, dividend £1 3s. Time, 2min. 55sec.: [290, 638, 414, 646]
- table-row: Stoney Creek Road (1) 180 18 10: [148, 398, 229, 405]
- table-row: Fitzherbert Road 938 3 3: [148, 436, 208, 442]
- auctioneer-name: G. M. SNELSON: [573, 77, 675, 92]
- text: Charges to suit the times.: [867, 543, 934, 551]
- heading: PORT OF WELLINGTON.: [28, 154, 124, 164]
- table-row: Kimbolton Road 554 13 4: [148, 391, 211, 398]
- text: WANTED—Customers to come early and inspect my freshly opened up Winter Stock. D. McKay George.: [970, 248, 1101, 272]
- text: Prompt rendering of account sales a speciality.: [839, 93, 962, 101]
